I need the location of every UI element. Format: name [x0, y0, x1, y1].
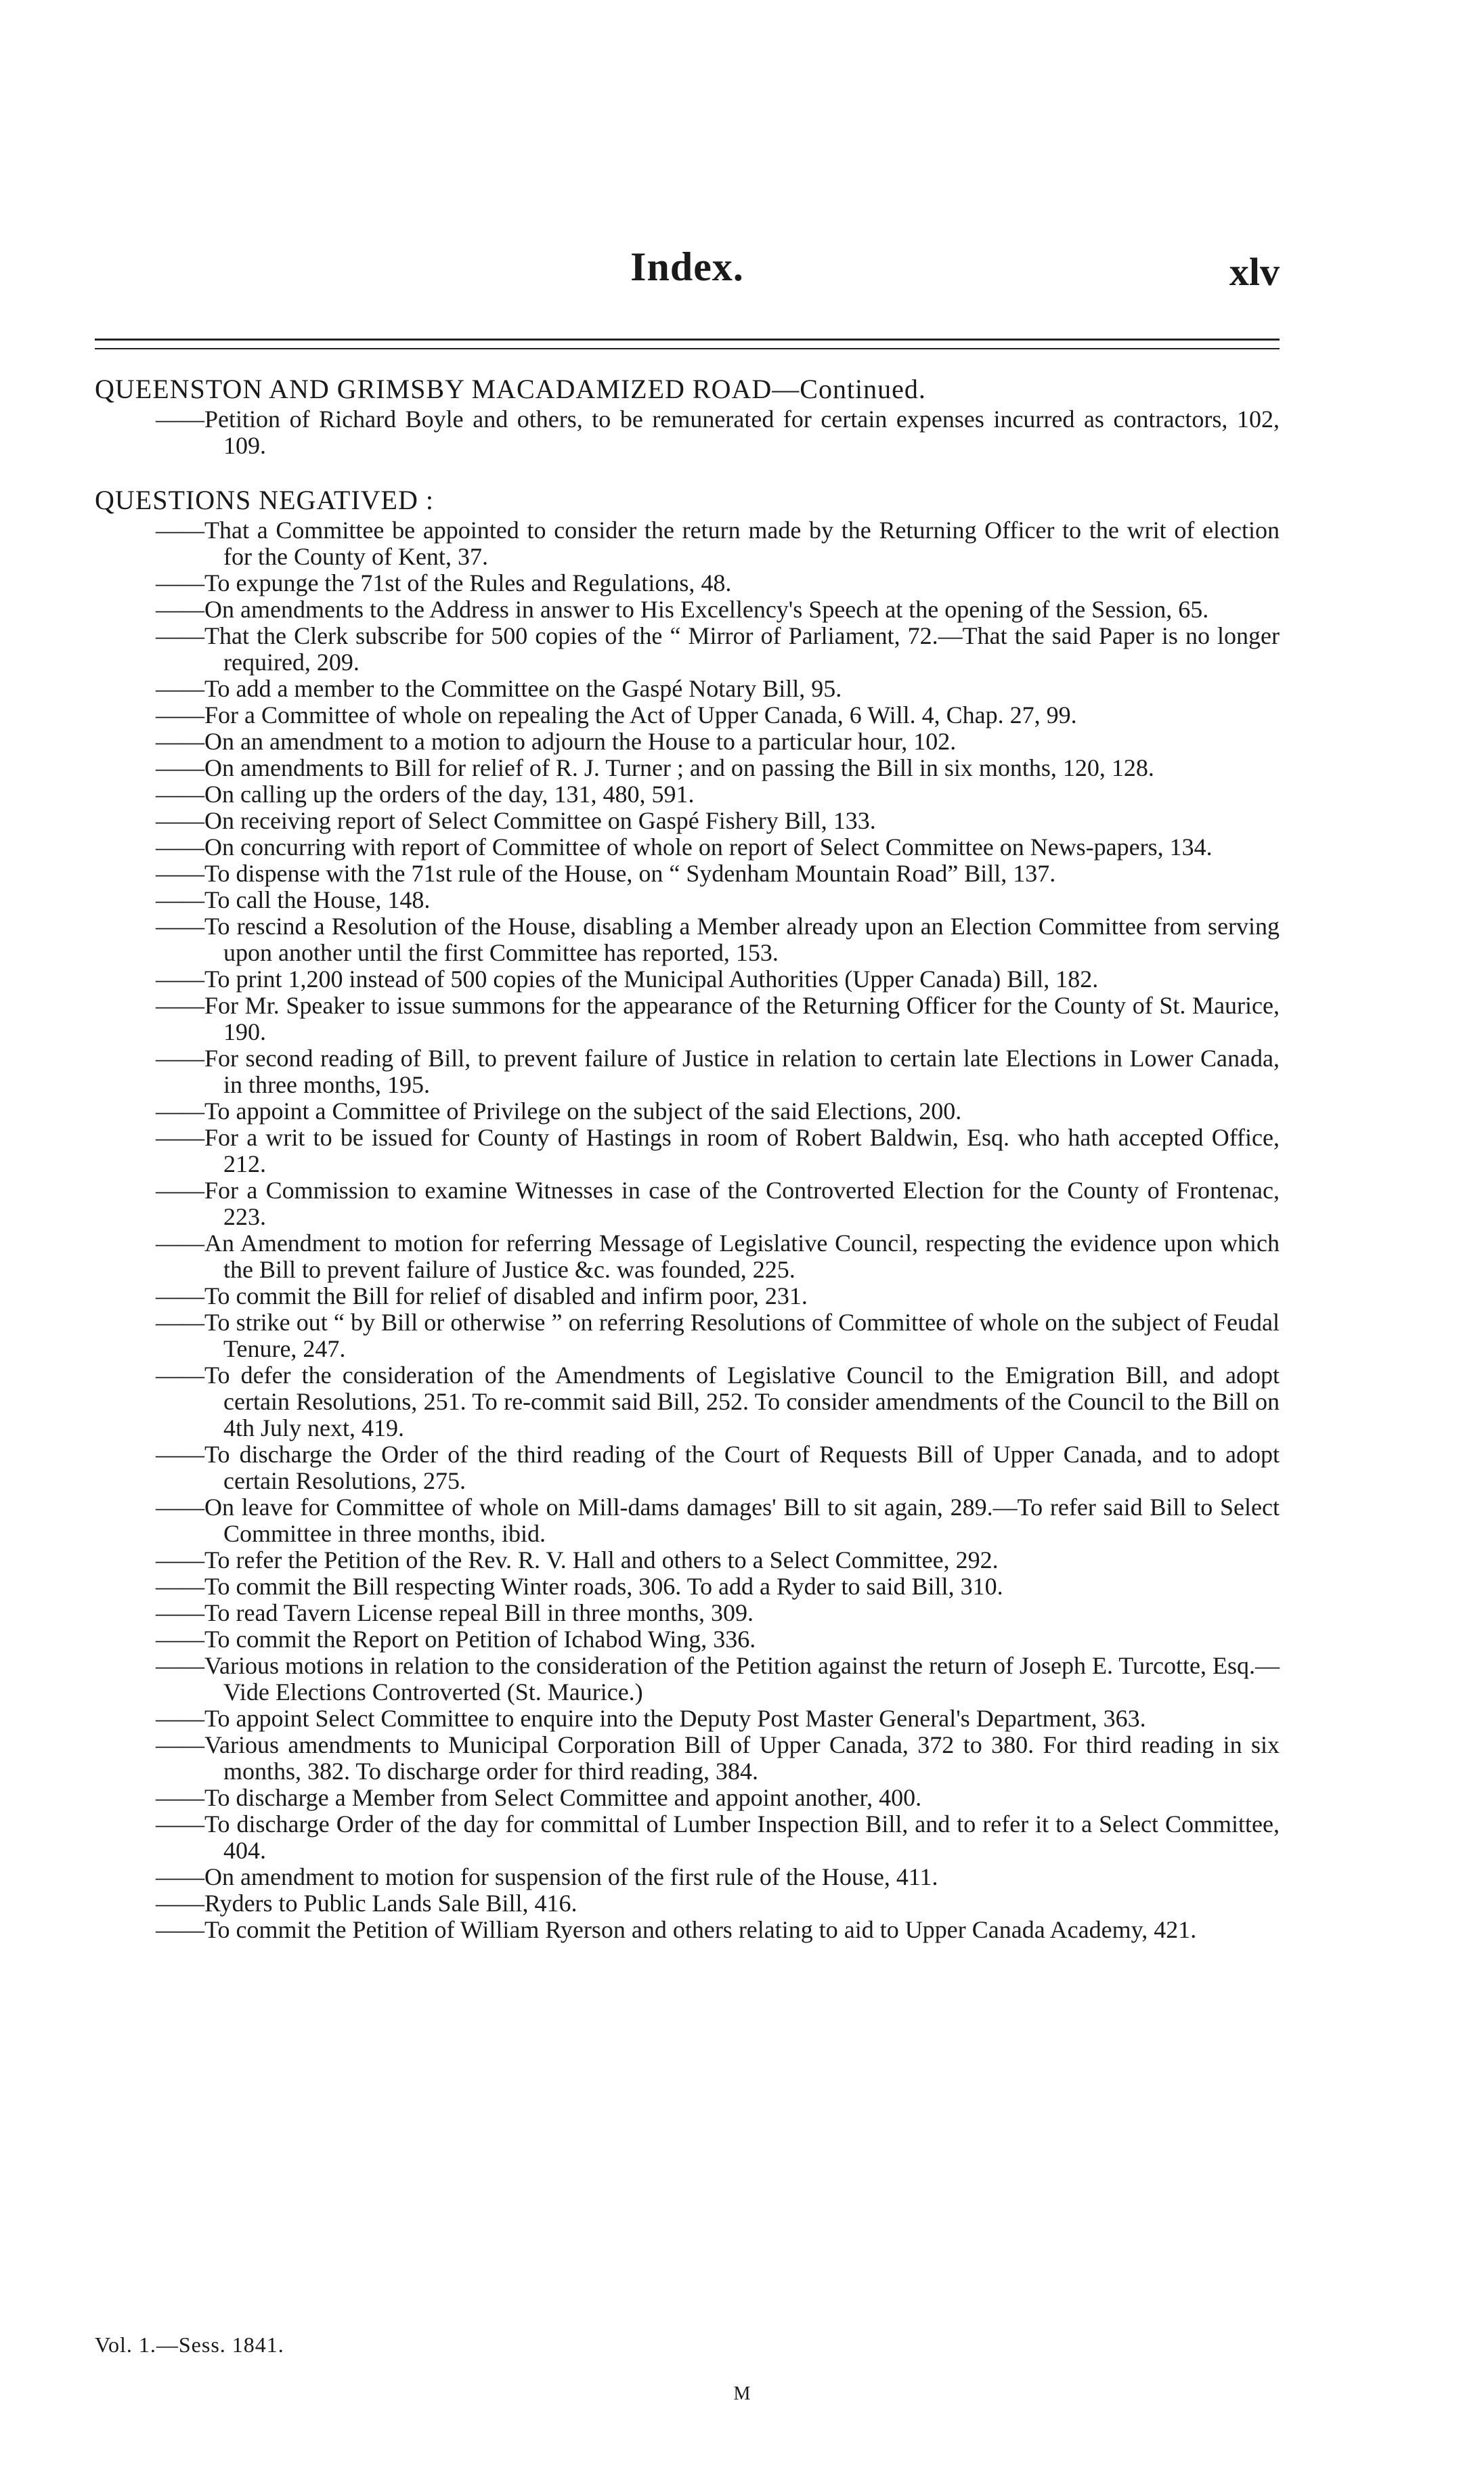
- page-header: [95, 244, 1280, 318]
- page-number: xlv: [1229, 250, 1280, 294]
- index-entry: ——To defer the consideration of the Amendments of Legislative Council to the Emigration Bill, and adopt certain Resolutions, 251. To re-commit said Bill, 252. To consider amendments of the Council to the Bill on 4th July next, 419.: [156, 1362, 1280, 1441]
- index-entry: ——To print 1,200 instead of 500 copies of the Municipal Authorities (Upper Canada) Bill, 182.: [156, 965, 1099, 993]
- section-heading: QUEENSTON AND GRIMSBY MACADAMIZED ROAD—Continued.: [95, 374, 926, 404]
- section-heading: QUESTIONS NEGATIVED :: [95, 485, 434, 515]
- index-entry: ——An Amendment to motion for referring Message of Legislative Council, respecting the evidence upon which the Bill to prevent failure of Justice &c. was founded, 225.: [156, 1230, 1280, 1283]
- index-entry: ——To commit the Bill for relief of disabled and infirm poor, 231.: [156, 1282, 808, 1309]
- volume-session-footer: Vol. 1.—Sess. 1841.: [95, 2332, 284, 2357]
- index-entry: ——To call the House, 148.: [156, 886, 431, 913]
- index-section-questions-negatived: [95, 483, 1280, 1943]
- index-entry: ——To appoint Select Committee to enquire into the Deputy Post Master General's Department, 363.: [156, 1705, 1146, 1732]
- index-entry: ——Petition of Richard Boyle and others, to be remunerated for certain expenses incurred as contractors, 102, 109.: [156, 406, 1280, 459]
- index-entry: ——To commit the Report on Petition of Ichabod Wing, 336.: [156, 1626, 756, 1653]
- index-content: [95, 372, 1280, 1943]
- index-entry: ——On amendments to Bill for relief of R. J. Turner ; and on passing the Bill in six months, 120, 128.: [156, 754, 1154, 781]
- index-entry: ——To commit the Bill respecting Winter roads, 306. To add a Ryder to said Bill, 310.: [156, 1573, 1003, 1600]
- index-entry: ——That a Committee be appointed to consider the return made by the Returning Officer to the writ of election for the County of Kent, 37.: [156, 517, 1280, 570]
- index-entry: ——For a Committee of whole on repealing the Act of Upper Canada, 6 Will. 4, Chap. 27, 99.: [156, 701, 1077, 729]
- index-entry: ——To discharge a Member from Select Committee and appoint another, 400.: [156, 1784, 922, 1811]
- header-rule-double: [95, 348, 1280, 349]
- header-rule: [95, 339, 1280, 341]
- index-entry: ——Various amendments to Municipal Corporation Bill of Upper Canada, 372 to 380. For third reading in six months, 382. To discharge order for third reading, 384.: [156, 1731, 1280, 1785]
- index-entry: ——On leave for Committee of whole on Mill-dams damages' Bill to sit again, 289.—To refer said Bill to Select Committee in three months, ibid.: [156, 1494, 1280, 1547]
- index-entry: ——For a writ to be issued for County of Hastings in room of Robert Baldwin, Esq. who hath accepted Office, 212.: [156, 1124, 1280, 1177]
- index-entry: ——On amendments to the Address in answer to His Excellency's Speech at the opening of the Session, 65.: [156, 596, 1209, 623]
- index-entry: ——On calling up the orders of the day, 131, 480, 591.: [156, 781, 695, 808]
- index-entry: ——On an amendment to a motion to adjourn the House to a particular hour, 102.: [156, 728, 957, 755]
- index-entry: ——To add a member to the Committee on the Gaspé Notary Bill, 95.: [156, 675, 842, 702]
- index-entry: ——To appoint a Committee of Privilege on the subject of the said Elections, 200.: [156, 1098, 962, 1125]
- index-entry: ——Ryders to Public Lands Sale Bill, 416.: [156, 1890, 577, 1917]
- index-entry: ——To discharge the Order of the third reading of the Court of Requests Bill of Upper Canada, and to adopt certain Resolutions, 275.: [156, 1441, 1280, 1494]
- index-entry: ——On receiving report of Select Committee on Gaspé Fishery Bill, 133.: [156, 807, 876, 834]
- index-entry: ——That the Clerk subscribe for 500 copies of the “ Mirror of Parliament, 72.—That the said Paper is no longer required, 209.: [156, 622, 1280, 676]
- index-entry: ——For Mr. Speaker to issue summons for the appearance of the Returning Officer for the County of St. Maurice, 190.: [156, 992, 1280, 1045]
- index-entry: ——For second reading of Bill, to prevent failure of Justice in relation to certain late Elections in Lower Canada, in three months, 195.: [156, 1045, 1280, 1098]
- index-entry: ——To strike out “ by Bill or otherwise ” on referring Resolutions of Committee of whole on the subject of Feudal Tenure, 247.: [156, 1309, 1280, 1362]
- index-entry: ——On concurring with report of Committee of whole on report of Select Committee on News-papers, 134.: [156, 833, 1213, 861]
- index-entry: ——To refer the Petition of the Rev. R. V. Hall and others to a Select Committee, 292.: [156, 1546, 999, 1573]
- index-entry: ——Various motions in relation to the consideration of the Petition against the return of Joseph E. Turcotte, Esq.—Vide Elections Controverted (St. Maurice.): [156, 1652, 1280, 1706]
- index-entry: ——To commit the Petition of William Ryerson and others relating to aid to Upper Canada Academy, 421.: [156, 1916, 1197, 1943]
- index-entry: ——To discharge Order of the day for committal of Lumber Inspection Bill, and to refer it to a Select Committee, 404.: [156, 1810, 1280, 1864]
- index-entry: ——To expunge the 71st of the Rules and Regulations, 48.: [156, 569, 732, 596]
- index-entry: ——For a Commission to examine Witnesses in case of the Controverted Election for the County of Frontenac, 223.: [156, 1177, 1280, 1230]
- index-section-queenston: [95, 372, 1280, 459]
- index-entry: ——To read Tavern License repeal Bill in three months, 309.: [156, 1599, 754, 1626]
- page-title: Index.: [630, 244, 744, 289]
- index-entry: ——To rescind a Resolution of the House, disabling a Member already upon an Election Committee from serving upon another until the first Committee has reported, 153.: [156, 913, 1280, 966]
- index-entry: ——On amendment to motion for suspension of the first rule of the House, 411.: [156, 1863, 938, 1890]
- index-entry: ——To dispense with the 71st rule of the House, on “ Sydenham Mountain Road” Bill, 137.: [156, 860, 1056, 887]
- signature-mark: M: [733, 2383, 751, 2404]
